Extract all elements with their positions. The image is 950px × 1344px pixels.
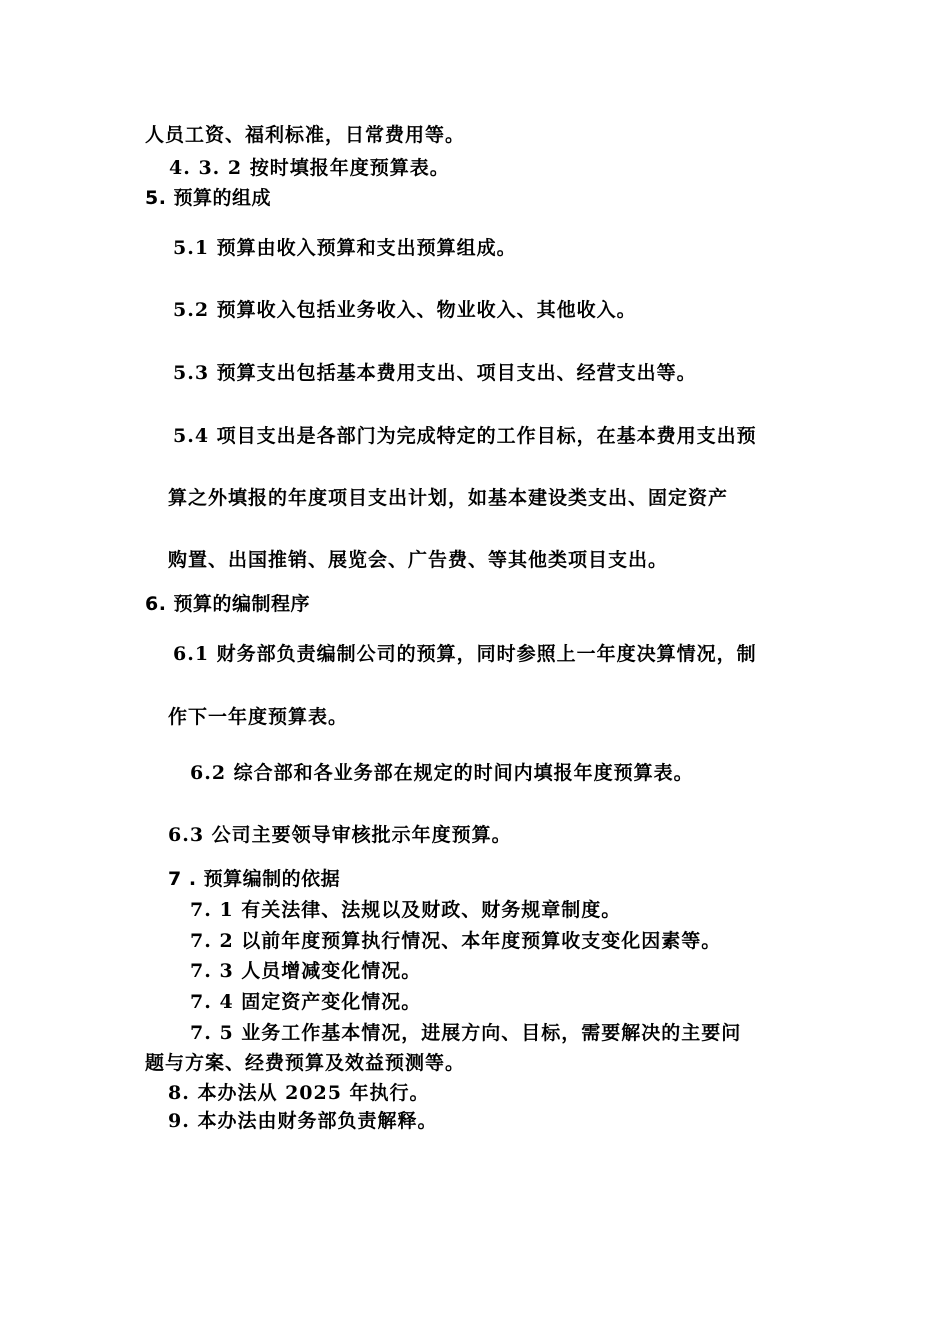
paragraph-line: 8. 本办法从 2025 年执行。 (168, 1082, 430, 1104)
paragraph-line: 5.1 预算由收入预算和支出预算组成。 (173, 237, 517, 259)
paragraph-line: 6.3 公司主要领导审核批示年度预算。 (168, 824, 512, 846)
paragraph-line: 7. 2 以前年度预算执行情况、本年度预算收支变化因素等。 (190, 930, 722, 952)
paragraph-line: 6.2 综合部和各业务部在规定的时间内填报年度预算表。 (190, 762, 694, 784)
section-heading-6: 6. 预算的编制程序 (145, 593, 311, 615)
paragraph-line: 算之外填报的年度项目支出计划，如基本建设类支出、固定资产 (168, 487, 729, 509)
paragraph-line: 7. 4 固定资产变化情况。 (190, 991, 422, 1013)
paragraph-line: 作下一年度预算表。 (168, 706, 349, 728)
paragraph-line: 7. 5 业务工作基本情况，进展方向、目标，需要解决的主要问 (190, 1022, 742, 1044)
paragraph-line: 6.1 财务部负责编制公司的预算，同时参照上一年度决算情况，制 (173, 643, 757, 665)
section-heading-7: 7 . 预算编制的依据 (168, 868, 341, 890)
paragraph-line: 人员工资、福利标准，日常费用等。 (145, 124, 466, 146)
paragraph-line: 4. 3. 2 按时填报年度预算表。 (169, 157, 450, 179)
paragraph-line: 7. 1 有关法律、法规以及财政、财务规章制度。 (190, 899, 622, 921)
paragraph-line: 5.2 预算收入包括业务收入、物业收入、其他收入。 (173, 299, 637, 321)
paragraph-line: 7. 3 人员增减变化情况。 (190, 960, 422, 982)
paragraph-line: 购置、出国推销、展览会、广告费、等其他类项目支出。 (168, 549, 669, 571)
paragraph-line: 5.4 项目支出是各部门为完成特定的工作目标，在基本费用支出预 (173, 425, 757, 447)
section-heading-5: 5. 预算的组成 (145, 187, 272, 209)
paragraph-line: 题与方案、经费预算及效益预测等。 (145, 1052, 466, 1074)
paragraph-line: 9. 本办法由财务部负责解释。 (168, 1110, 438, 1132)
paragraph-line: 5.3 预算支出包括基本费用支出、项目支出、经营支出等。 (173, 362, 697, 384)
